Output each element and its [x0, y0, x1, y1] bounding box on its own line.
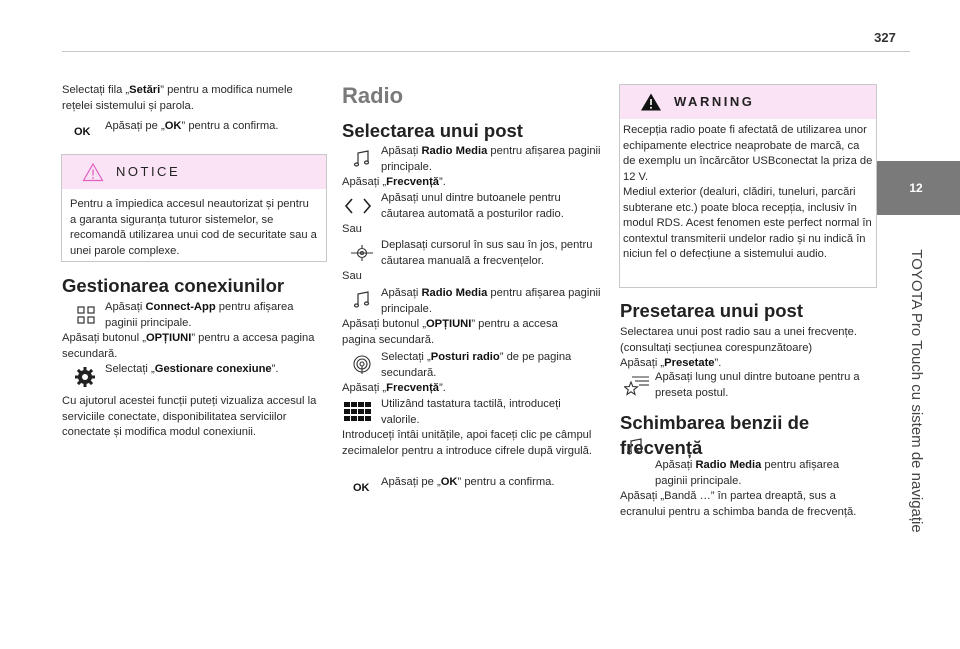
confirm-text-2: Apăsați pe „OK” pentru a confirma. — [381, 476, 555, 488]
notice-text: Pentru a împiedica accesul neautorizat și pentru a garanta siguranța tuturor sistemelor, se recomandă utilizarea unui cod de securitate sau a unei parole complexe. — [70, 198, 317, 257]
chapter-title: TOYOTA Pro Touch cu sistem de navigație — [908, 249, 925, 533]
notice-label: NOTICE — [116, 164, 181, 179]
section-heading-select-station: Selectarea unui post — [342, 120, 523, 141]
ok-icon: OK — [74, 126, 91, 138]
connections-description: Cu ajutorul acestei funcții puteți vizualiza accesul la serviciile conectate, disponibilitatea serviciilor conectate și modifica modul conexiunii. — [62, 395, 317, 438]
chapter-tab-number: 12 — [909, 181, 923, 195]
band-text: Apăsați „Bandă …” în partea dreaptă, sus a ecranului pentru a schimba banda de frecvență. — [620, 490, 857, 518]
section-heading-band: Schimbarea benzii de frecvență — [620, 412, 810, 458]
auto-search-text: Apăsați unul dintre butoanele pentru căutarea automată a posturilor radio. — [381, 192, 564, 220]
warning-text: Recepția radio poate fi afectată de utilizarea unor echipamente electrice neaprobate de marcă, ca de exemplu un încărcător USBconectat la priza de 12 V. Mediul exterior (dealuri, clădiri, tuneluri, parcări subterane etc.) poate bloca recepția, inclusiv în modul RDS. Acest fenomen este perfect normal în contextul transmiterii undelor radio și nu indică în niciun fel o defecțiune a sistemului audio. — [623, 124, 873, 260]
or-text-2: Sau — [342, 270, 362, 282]
radio-media-text-2: Apăsați Radio Media pentru afișarea paginii principale. — [381, 287, 601, 315]
notice-header — [62, 155, 326, 189]
music-note-icon — [352, 149, 372, 169]
preset-intro-text: Selectarea unui post radio sau a unei frecvențe. (consultați secțiunea corespunzătoare) — [620, 326, 857, 354]
top-rule — [62, 51, 910, 52]
options-text: Apăsați butonul „OPȚIUNI” pentru a accesa pagina secundară. — [62, 332, 315, 360]
manage-connection-text: Selectați „Gestionare conexiune”. — [105, 363, 279, 375]
section-heading-connections: Gestionarea conexiunilor — [62, 275, 285, 296]
music-note-icon — [352, 290, 372, 310]
long-press-text: Apăsați lung unul dintre butoane pentru a preseta postul. — [655, 371, 860, 399]
section-title-radio: Radio — [342, 83, 404, 108]
radio-stations-text: Selectați „Posturi radio” de pe pagina secundară. — [381, 351, 572, 379]
warning-header — [620, 85, 876, 119]
connect-app-text: Apăsați Connect-App pentru afișarea paginii principale. — [105, 301, 294, 329]
tuning-cursor-icon — [350, 243, 374, 263]
page-number: 327 — [874, 30, 896, 45]
network-settings-text: Selectați fila „Setări” pentru a modifica numele rețelei sistemului și parola. — [62, 84, 293, 112]
radio-station-icon — [352, 355, 372, 375]
radio-media-text-3: Apăsați Radio Media pentru afișarea paginii principale. — [655, 459, 840, 487]
settings-gear-icon — [74, 366, 96, 388]
presets-text: Apăsați „Presetate”. — [620, 357, 722, 369]
notice-box — [61, 154, 327, 262]
warning-triangle-icon — [640, 92, 662, 112]
music-note-icon — [625, 437, 645, 457]
keypad-text: Utilizând tastatura tactilă, introduceți valorile. — [381, 398, 561, 426]
decimals-text: Introduceți întâi unitățile, apoi faceți clic pe câmpul zecimalelor pentru a introduce cifrele după virgulă. — [342, 429, 592, 457]
options-text-2: Apăsați butonul „OPȚIUNI” pentru a accesa pagina secundară. — [342, 318, 558, 346]
caution-triangle-icon — [82, 162, 104, 182]
connect-app-grid-icon — [76, 305, 96, 325]
preset-star-icon — [624, 374, 650, 396]
keypad-icon — [343, 401, 373, 423]
manual-search-text: Deplasați cursorul în sus sau în jos, pentru căutarea manuală a frecvențelor. — [381, 239, 593, 267]
or-text-1: Sau — [342, 223, 362, 235]
ok-icon: OK — [353, 482, 370, 494]
warning-box — [619, 84, 877, 288]
confirm-text: Apăsați pe „OK” pentru a confirma. — [105, 120, 279, 132]
radio-media-text: Apăsați Radio Media pentru afișarea paginii principale. — [381, 145, 601, 173]
section-heading-preset: Presetarea unui post — [620, 300, 804, 321]
seek-arrows-icon — [343, 196, 373, 216]
frequency-text: Apăsați „Frecvență”. — [342, 176, 446, 188]
warning-label: WARNING — [674, 94, 755, 109]
frequency-text-2: Apăsați „Frecvență”. — [342, 382, 446, 394]
